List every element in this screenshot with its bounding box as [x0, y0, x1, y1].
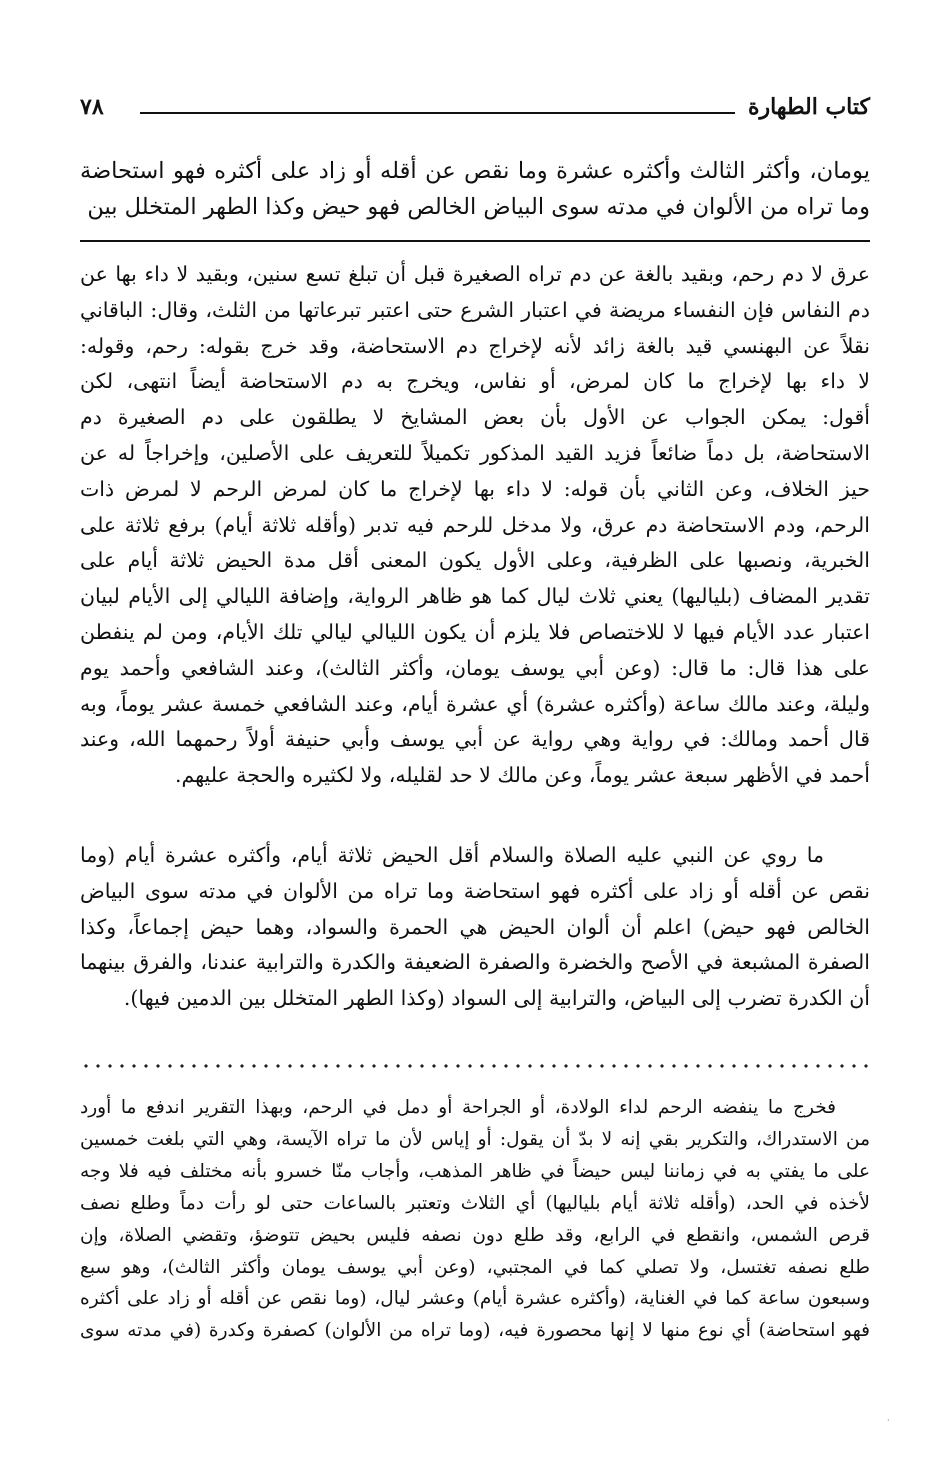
text-line: أحمد في الأظهر سبعة عشر يوماً، وعن مالك لا حد لقليله، ولا لكثيره والحجة عليهم.	[174, 763, 870, 788]
text-line: لأخذه في الحد، (وأقله ثلاثة أيام بلياليها) أي الثلاث وتعتبر بالساعات حتى لو رأت دماً وطلع نصف	[80, 1192, 870, 1214]
text-line: لا داء بها لإخراج ما كان لمرض، أو نفاس، ويخرج به دم الاستحاضة أيضاً انتهى، لكن	[80, 369, 870, 394]
header-rule	[140, 112, 735, 114]
text-line: على هذا قال: ما قال: (وعن أبي يوسف يومان، وأكثر الثالث)، وعند الشافعي وأحمد يوم	[80, 655, 870, 680]
text-line: وسبعون ساعة كما في الغناية، (وأكثره عشرة أيام) وعشر ليال، (وما نقص عن أقله أو زاد على أكثره	[80, 1288, 870, 1310]
running-header	[80, 94, 870, 126]
dotted-divider	[80, 1063, 870, 1069]
text-line: تقدير المضاف (بلياليها) يعني ثلاث ليال كما هو ظاهر الرواية، وإضافة الليالي إلى الأيام لبيان	[80, 584, 870, 609]
text-line: نقلاً عن البهنسي قيد بالغة زائد لأنه لإخراج دم الاستحاضة، وقد خرج بقوله: رحم، وقوله:	[80, 333, 870, 358]
text-line: وما تراه من الألوان في مدته سوى البياض الخالص فهو حيض وكذا الطهر المتخلل بين	[87, 194, 870, 220]
text-line: الاستحاضة، بل دماً ضائعاً فزيد القيد المذكور تكميلاً للتعريف على الأصلين، وإخراجاً له عن	[80, 440, 870, 465]
text-line: الصفرة المشبعة في الأصح والخضرة والصفرة الضعيفة والكدرة والترابية عندنا، والفرق بينهما	[80, 950, 870, 975]
text-line: قرص الشمس، وانقطع في الرابع، وقد طلع دون نصفه فليس بحيض تتوضؤ، وتقضي الصلاة، وإن	[80, 1224, 870, 1246]
text-line: عرق لا دم رحم، وبقيد بالغة عن دم تراه الصغيرة قبل أن تبلغ تسع سنين، وبقيد لا داء بها عن	[80, 262, 870, 286]
text-line: الخالص فهو حيض) اعلم أن ألوان الحيض هي الحمرة والسواد، وهما حيض إجماعاً، وكذا	[80, 914, 870, 939]
text-line: أقول: يمكن الجواب عن الأول بأن بعض المشايخ لا يطلقون على دم الصغيرة دم	[80, 405, 870, 430]
text-line: الخبرية، ونصبها على الظرفية، وعلى الأول يكون المعنى أقل مدة الحيض ثلاثة أيام على	[80, 548, 870, 573]
text-line: نقص عن أقله أو زاد على أكثره فهو استحاضة وما تراه من الألوان في مدته سوى البياض	[80, 878, 870, 903]
text-line: فخرج ما ينفضه الرحم لداء الولادة، أو الجراحة أو دمل في الرحم، وبهذا التقرير اندفع ما أورد	[80, 1097, 836, 1118]
text-line: ما روي عن النبي عليه الصلاة والسلام أقل الحيض ثلاثة أيام، وأكثره عشرة أيام (وما	[80, 843, 824, 867]
text-line: قال أحمد ومالك: في رواية وهي رواية عن أبي يوسف وأبي حنيفة أولاً رحمهما الله، وعند	[80, 727, 870, 752]
text-line: طلع نصفه تغتسل، ولا تصلي كما في المجتبي، (وعن أبي يوسف يومان وأكثر الثالث)، وهو سبع	[80, 1256, 870, 1278]
scan-speck: ·	[887, 1416, 890, 1425]
text-line: يومان، وأكثر الثالث وأكثره عشرة وما نقص عن أقله أو زاد على أكثره فهو استحاضة	[80, 158, 870, 184]
matn-text	[80, 153, 870, 225]
text-line: من الاستدراك، والتكرير بقي إنه لا بدّ أن يقول: أو إياس لأن ما تراه الآيسة، وهي التي بلغت خمسين	[80, 1128, 870, 1150]
text-line: على ما يفتي به في زماننا ليس حيضاً في ظاهر المذهب، وأجاب منّا خسرو بأنه مختلف فيه فلا وجه	[80, 1160, 870, 1182]
text-line: وليلة، وعند مالك ساعة (وأكثره عشرة) أي عشرة أيام، وعند الشافعي خمسة عشر يوماً، وبه	[80, 691, 870, 716]
text-line: اعتبار عدد الأيام فيها لا للاختصاص فلا يلزم أن يكون الليالي ليالي تلك الأيام، ومن لم ينفطن	[80, 619, 870, 644]
text-line: أن الكدرة تضرب إلى البياض، والترابية إلى السواد (وكذا الطهر المتخلل بين الدمين فيها).	[123, 986, 870, 1011]
sharh-text	[80, 257, 870, 794]
text-line: الرحم، ودم الاستحاضة دم عرق، ولا مدخل للرحم فيه تدبر (وأقله ثلاثة أيام) برفع ثلاثة على	[80, 512, 870, 537]
page-number: ٧٨	[80, 94, 104, 120]
text-line: حيز الخلاف، وعن الثاني بأن قوله: لا داء بها لإخراج ما كان لمرض الرحم لا لمرض ذات	[80, 476, 870, 501]
hashiya-footnote	[80, 1092, 870, 1347]
section-divider	[80, 240, 870, 242]
text-line: دم النفاس فإن النفساء مريضة في اعتبار الشرع حتى اعتبر تبرعاتها من الثلث، وقال: الباقاني	[80, 297, 870, 322]
text-line: فهو استحاضة) أي نوع منها لا إنها محصورة فيه، (وما تراه من الألوان) كصفرة وكدرة (في مدته سوى	[80, 1320, 870, 1342]
sharh-paragraph-2	[80, 838, 870, 1017]
running-title: كتاب الطهارة	[747, 94, 870, 120]
